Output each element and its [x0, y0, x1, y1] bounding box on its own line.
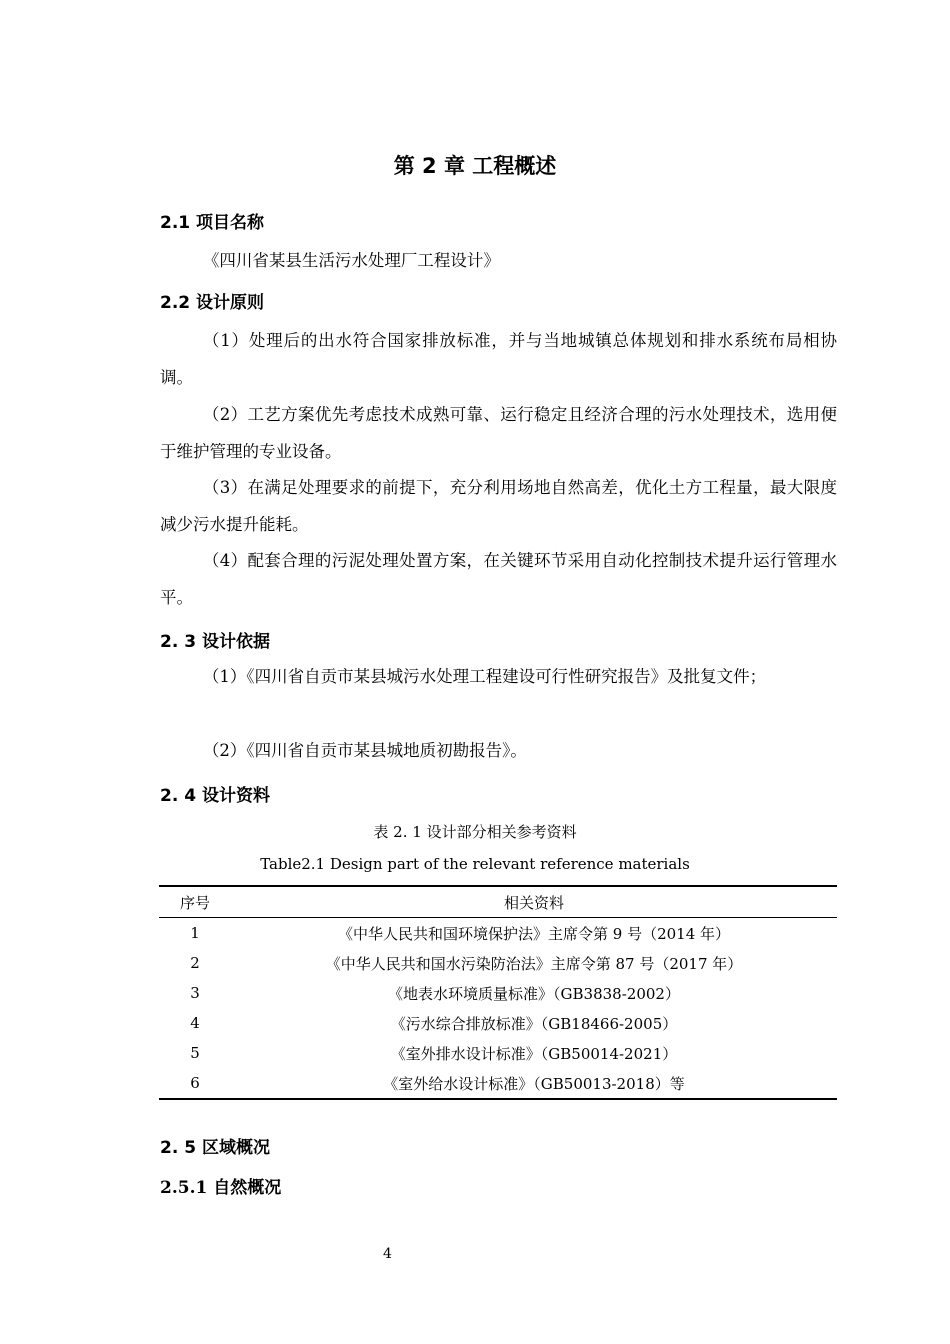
section-heading-2-5-1: 2.5.1 自然概况 — [160, 1178, 282, 1198]
row-index: 3 — [190, 984, 200, 1002]
table-header-row — [159, 886, 837, 918]
header-materials: 相关资料 — [231, 886, 837, 918]
section-heading-2-3: 2. 3 设计依据 — [160, 632, 270, 652]
table-row — [159, 1008, 837, 1038]
section-heading-2-1: 2.1 项目名称 — [160, 213, 265, 233]
chapter-title: 第 2 章 工程概述 — [393, 154, 557, 178]
section-heading-2-4: 2. 4 设计资料 — [160, 786, 270, 806]
row-index: 5 — [190, 1044, 200, 1062]
section-heading-2-5: 2. 5 区域概况 — [160, 1138, 270, 1158]
row-index: 4 — [190, 1014, 200, 1032]
design-principle-4: （4）配套合理的污泥处理处置方案，在关键环节采用自动化控制技术提升运行管理水平。 — [160, 551, 837, 607]
row-index: 6 — [159, 1068, 231, 1099]
reference-materials-table — [159, 885, 837, 1100]
table-row — [159, 1068, 837, 1099]
row-index: 1 — [190, 924, 200, 942]
table-row — [159, 948, 837, 978]
row-material: 《室外给水设计标准》（GB50013-2018）等 — [231, 1068, 837, 1099]
table-row — [159, 978, 837, 1008]
design-basis-2: （2）《四川省自贡市某县城地质初勘报告》。 — [202, 741, 527, 760]
table-row — [159, 918, 837, 949]
row-material: 《污水综合排放标准》（GB18466-2005） — [390, 1014, 678, 1033]
row-index: 2 — [190, 954, 200, 972]
header-index: 序号 — [159, 886, 231, 918]
row-material: 《中华人民共和国水污染防治法》主席令第 87 号（2017 年） — [325, 954, 743, 973]
table-caption-cn: 表 2. 1 设计部分相关参考资料 — [373, 823, 577, 841]
row-material: 《室外排水设计标准》（GB50014-2021） — [390, 1044, 678, 1063]
design-principle-3: （3）在满足处理要求的前提下，充分利用场地自然高差，优化土方工程量，最大限度减少污水提升能耗。 — [160, 478, 837, 534]
row-material: 《中华人民共和国环境保护法》主席令第 9 号（2014 年） — [337, 924, 731, 943]
section-heading-2-2: 2.2 设计原则 — [160, 293, 265, 313]
table-caption-en: Table2.1 Design part of the relevant reference materials — [260, 855, 690, 873]
design-basis-1: （1）《四川省自贡市某县城污水处理工程建设可行性研究报告》及批复文件； — [202, 667, 767, 686]
table-row — [159, 1038, 837, 1068]
row-material: 《地表水环境质量标准》（GB3838-2002） — [388, 984, 680, 1003]
page-number: 4 — [383, 1246, 392, 1262]
project-name-text: 《四川省某县生活污水处理厂工程设计》 — [202, 251, 500, 270]
design-principle-2: （2）工艺方案优先考虑技术成熟可靠、运行稳定且经济合理的污水处理技术，选用便于维护管理的专业设备。 — [160, 405, 837, 461]
design-principle-1: （1）处理后的出水符合国家排放标准，并与当地城镇总体规划和排水系统布局相协调。 — [160, 331, 837, 387]
